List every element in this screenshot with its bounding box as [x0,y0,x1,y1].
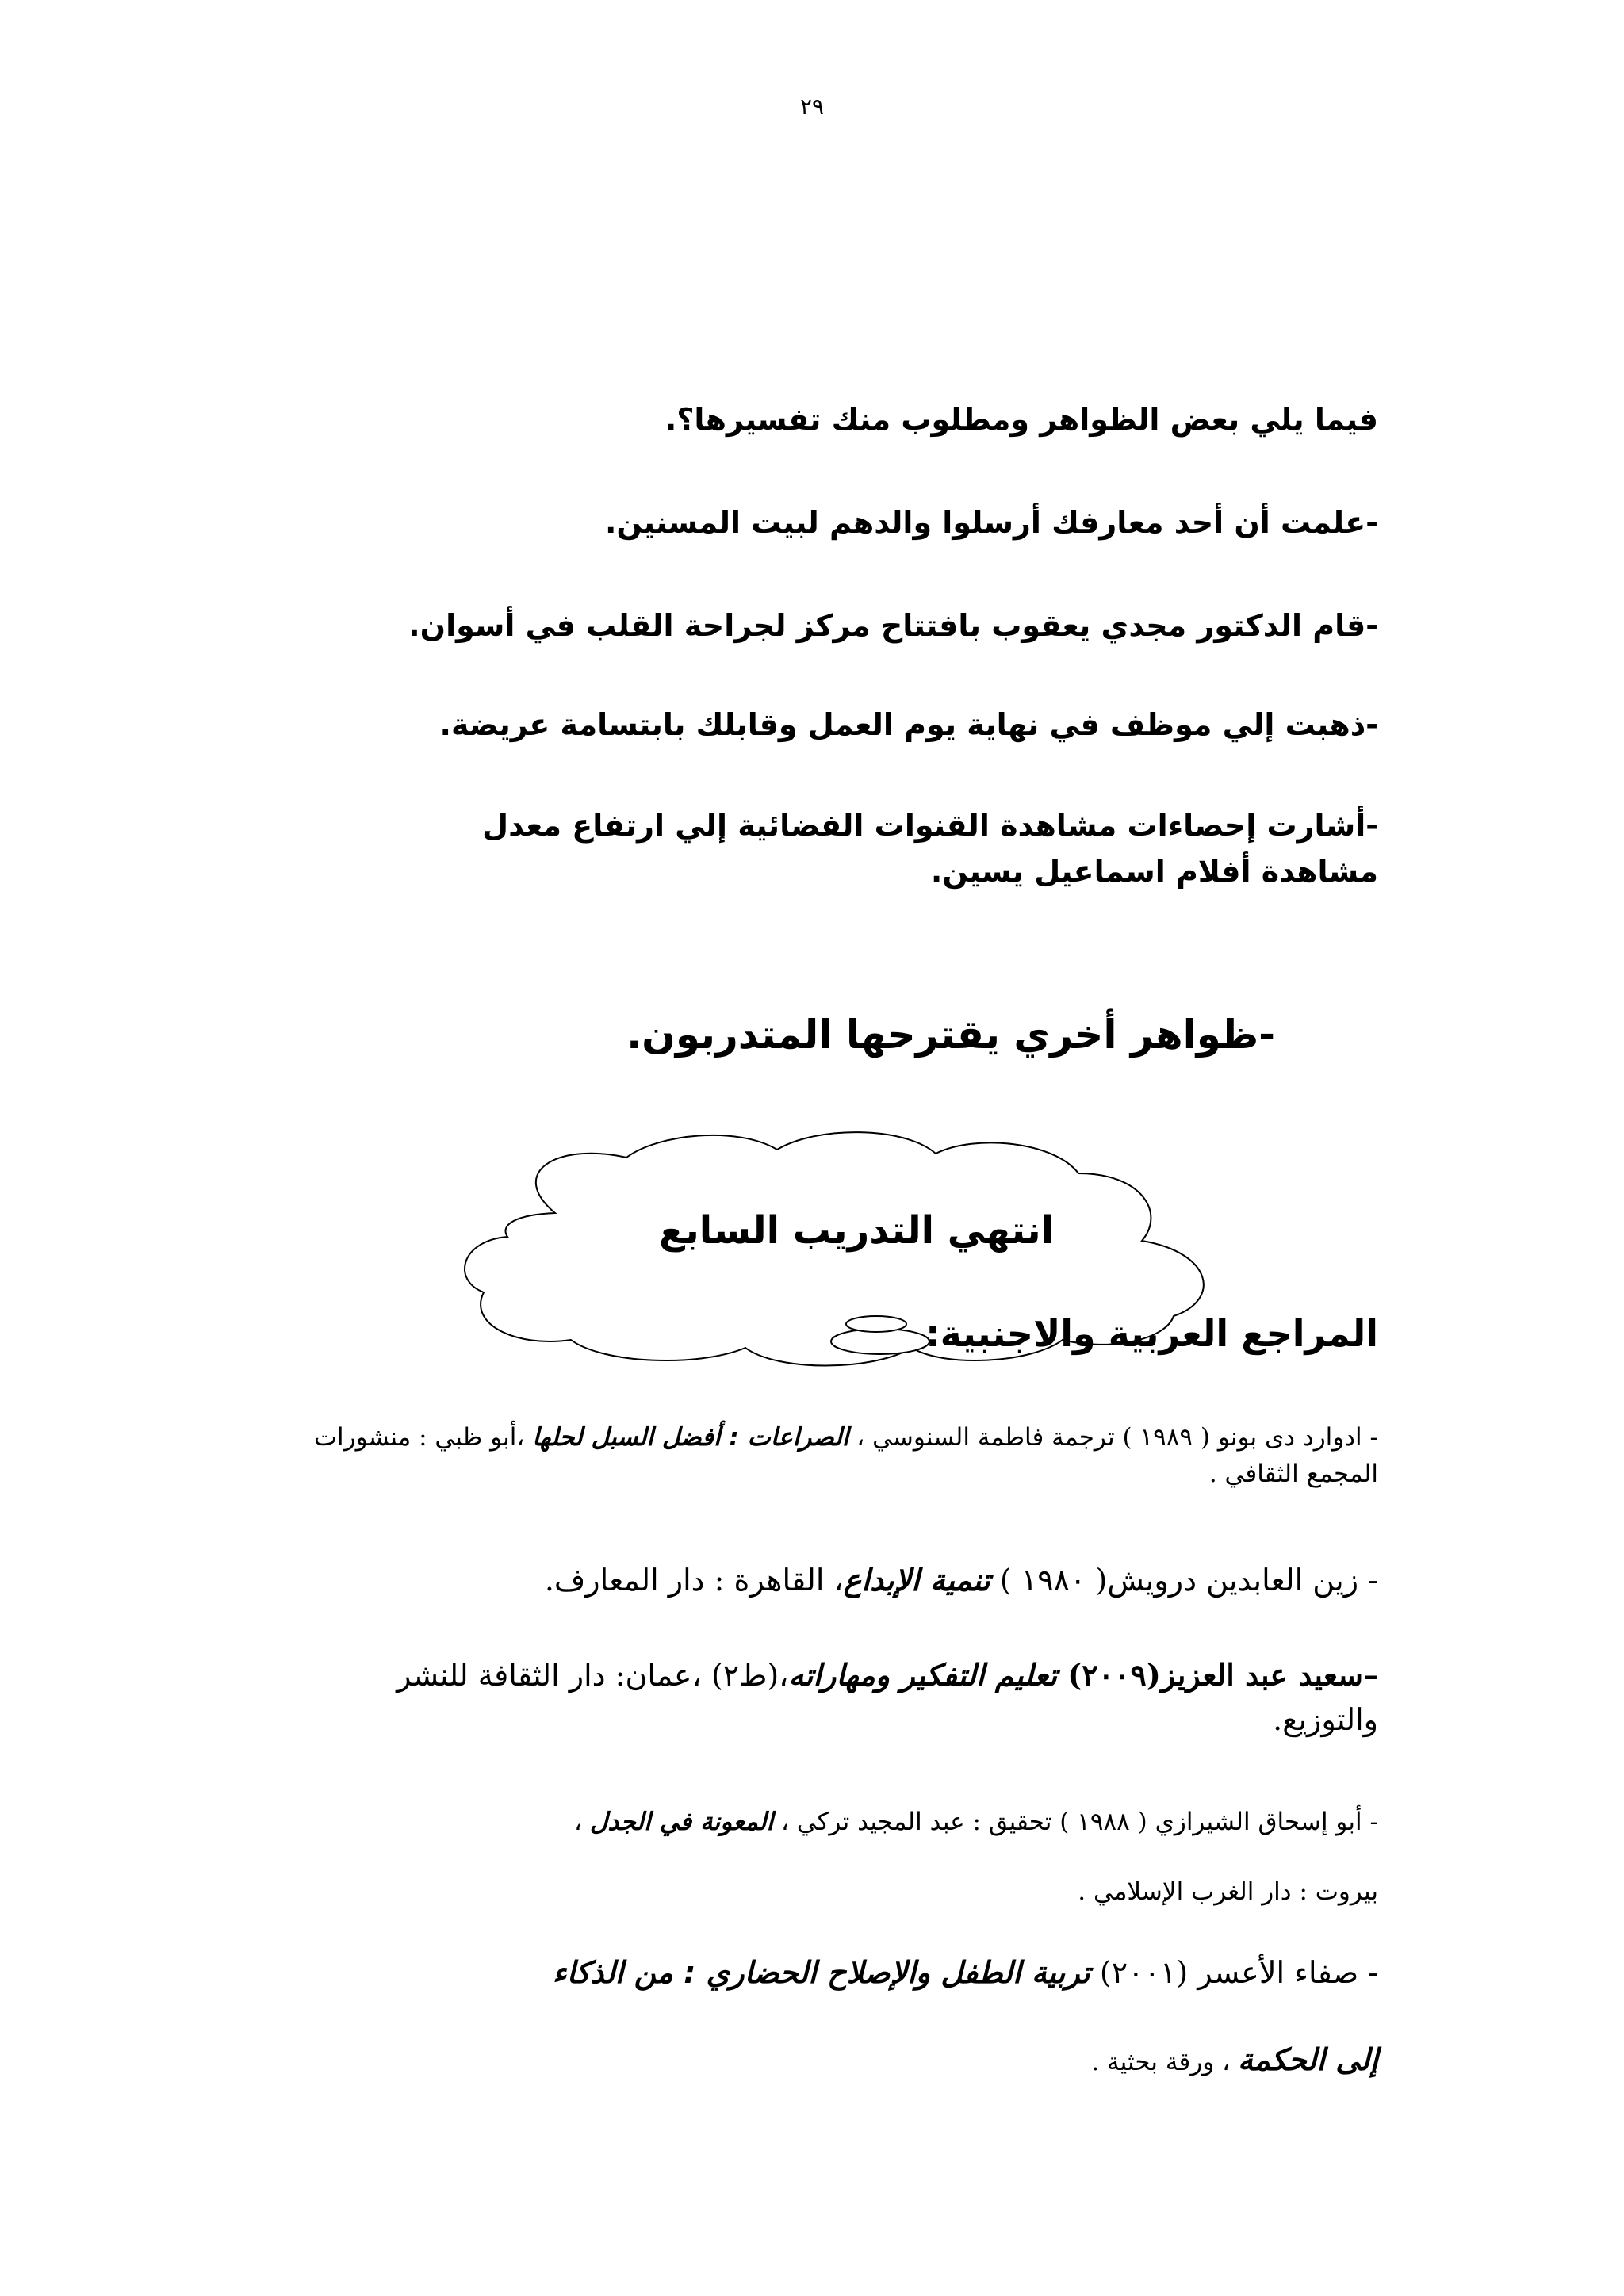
page-number: ٢٩ [799,94,825,120]
reference-1 [252,1419,1378,1492]
phenomenon-item-3: -ذهبت إلي موظف في نهاية يوم العمل وقابلك بابتسامة عريضة. [439,707,1378,742]
reference-4-title: المعونة في الجدل [589,1808,774,1836]
reference-1-lead: - ادوارد دى بونو ( ١٩٨٩ ) ترجمة فاطمة السنوسي ، [848,1423,1378,1452]
reference-4-lead: - أبو إسحاق الشيرازي ( ١٩٨٨ ) تحقيق : عبد المجيد تركي ، [773,1808,1378,1836]
trainee-phenomena-line: -ظواهر أخري يقترحها المتدربون. [626,1012,1275,1058]
cloud-bubble-small [846,1316,906,1332]
reference-2-lead: - زين العابدين درويش( ١٩٨٠ ) [990,1563,1378,1598]
reference-2-tail: ، القاهرة : دار المعارف. [544,1563,844,1598]
reference-5-title-cont: إلى الحكمة [1237,2042,1378,2077]
reference-3-tail: ،(ط٢) ،عمان: دار الثقافة للنشر والتوزيع. [396,1658,1378,1737]
reference-5 [553,1950,1378,1995]
reference-1-tail: ،أبو ظبي : منشورات المجمع الثقافي . [313,1423,1378,1488]
reference-3 [324,1653,1378,1742]
references-heading: المراجع العربية والاجنبية: [925,1312,1378,1355]
reference-2-title: تنمية الإبداع [843,1563,990,1598]
phenomenon-item-4: -أشارت إحصاءات مشاهدة القنوات الفضائية إلي ارتفاع معدل مشاهدة أفلام اسماعيل يسين. [482,808,1378,889]
reference-5-line2 [1091,2038,1378,2082]
cloud-text: انتهي التدريب السابع [658,1208,1055,1253]
phenomenon-item-2: -قام الدكتور مجدي يعقوب بافتتاح مركز لجراحة القلب في أسوان. [408,608,1378,643]
phenomenon-item-1: -علمت أن أحد معارفك أرسلوا والدهم لبيت المسنين. [604,505,1378,540]
reference-5-title: تربية الطفل والإصلاح الحضاري : من الذكاء [552,1955,1090,1990]
reference-3-lead: –سعيد عبد العزيز(٢٠٠٩) [1057,1657,1378,1693]
reference-4 [574,1804,1378,1840]
reference-1-title: الصراعات : أفضل السبل لحلها [532,1423,849,1452]
reference-5-tail: ، ورقة بحثية . [1091,2048,1238,2076]
reference-3-title: تعليم التفكير ومهاراته [788,1658,1058,1693]
reference-5-lead: - صفاء الأعسر (٢٠٠١) [1090,1955,1378,1990]
reference-4-tail: ، [574,1808,590,1836]
phenomena-intro: فيما يلي بعض الظواهر ومطلوب منك تفسيرها؟. [665,402,1378,437]
reference-4-line2: بيروت : دار الغرب الإسلامي . [1078,1877,1378,1906]
reference-2 [545,1558,1378,1602]
